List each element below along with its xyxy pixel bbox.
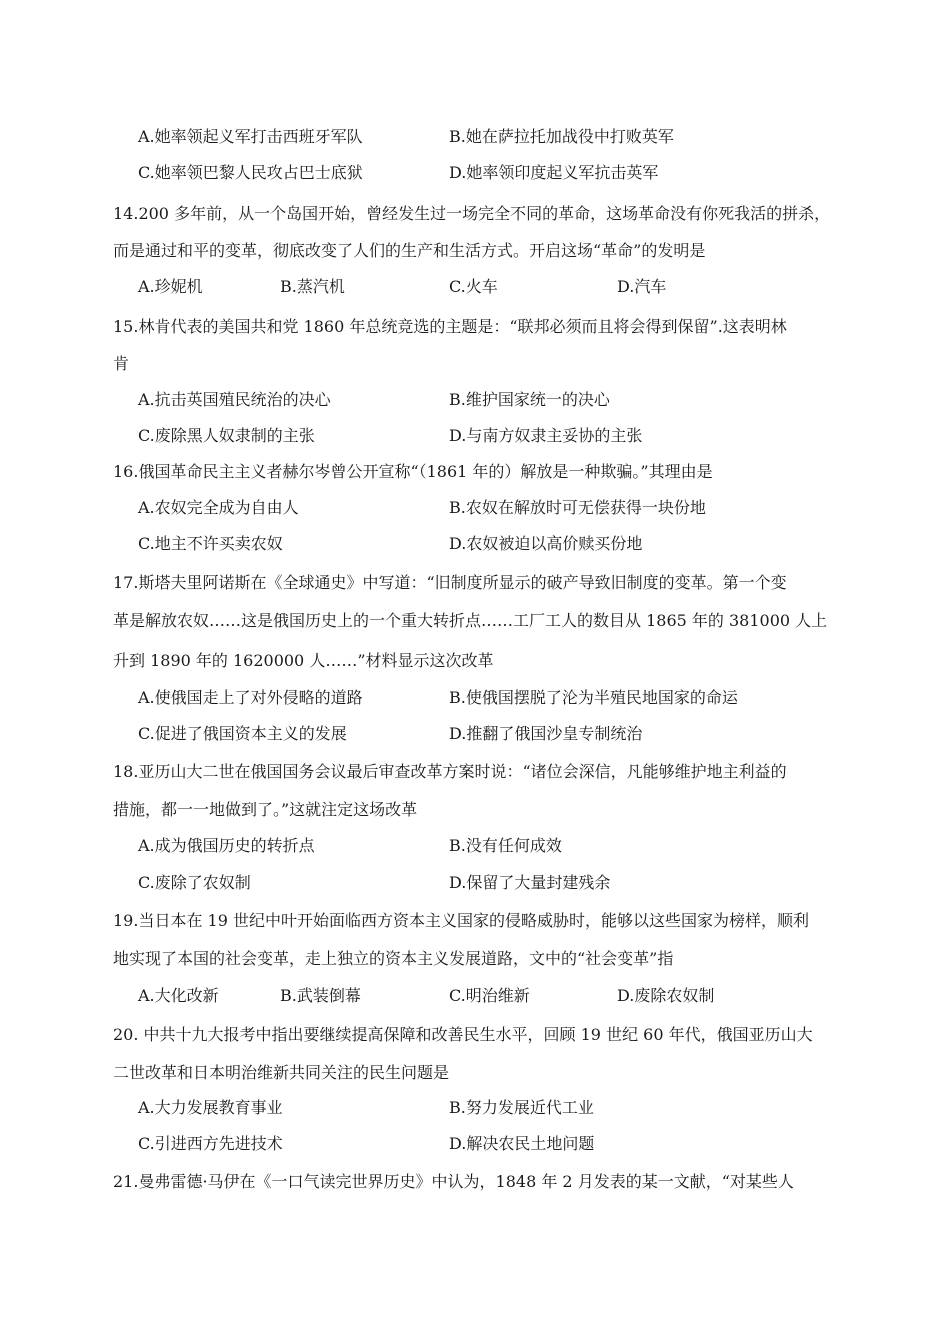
option-c: C.地主不许买卖农奴 bbox=[138, 534, 283, 553]
question-stem-line: 14.200 多年前，从一个岛国开始，曾经发生过一场完全不同的革命，这场革命没有你死我活的拼杀， bbox=[113, 204, 831, 223]
question-stem-line: 16.俄国革命民主主义者赫尔岑曾公开宣称“（1861 年的）解放是一种欺骗。”其理由是 bbox=[113, 462, 713, 481]
option-a: A.农奴完全成为自由人 bbox=[138, 498, 299, 517]
question-stem-line: 18.亚历山大二世在俄国国务会议最后审查改革方案时说：“诸位会深信，凡能够维护地主利益的 bbox=[113, 762, 787, 781]
option-d: D.农奴被迫以高价赎买份地 bbox=[449, 534, 643, 553]
option-b: B.没有任何成效 bbox=[449, 836, 562, 855]
question-stem-line: 19.当日本在 19 世纪中叶开始面临西方资本主义国家的侵略威胁时，能够以这些国家为榜样，顺利 bbox=[113, 911, 809, 930]
option-c: C.明治维新 bbox=[449, 986, 530, 1005]
option-d: D.推翻了俄国沙皇专制统治 bbox=[449, 724, 643, 743]
option-a: A.珍妮机 bbox=[138, 277, 203, 296]
option-b: B.努力发展近代工业 bbox=[449, 1098, 594, 1117]
option-d: D.汽车 bbox=[617, 277, 667, 296]
option-a: A.她率领起义军打击西班牙军队 bbox=[138, 127, 363, 146]
option-b: B.使俄国摆脱了沦为半殖民地国家的命运 bbox=[449, 688, 738, 707]
question-stem-line: 升到 1890 年的 1620000 人……”材料显示这次改革 bbox=[113, 651, 494, 670]
option-c: C.她率领巴黎人民攻占巴士底狱 bbox=[138, 163, 363, 182]
option-d: D.她率领印度起义军抗击英军 bbox=[449, 163, 659, 182]
option-c: C.引进西方先进技术 bbox=[138, 1134, 283, 1153]
option-c: C.废除了农奴制 bbox=[138, 873, 251, 892]
option-c: C.火车 bbox=[449, 277, 498, 296]
question-stem-line: 地实现了本国的社会变革，走上独立的资本主义发展道路，文中的“社会变革”指 bbox=[113, 949, 674, 968]
question-stem-line: 20. 中共十九大报考中指出要继续提高保障和改善民生水平，回顾 19 世纪 60 年代，俄国亚历山大 bbox=[113, 1025, 813, 1044]
question-stem-line: 15.林肯代表的美国共和党 1860 年总统竞选的主题是：“联邦必须而且将会得到保留”.这表明林 bbox=[113, 317, 787, 336]
option-b: B.她在萨拉托加战役中打败英军 bbox=[449, 127, 674, 146]
option-a: A.大化改新 bbox=[138, 986, 219, 1005]
option-c: C.促进了俄国资本主义的发展 bbox=[138, 724, 347, 743]
question-stem-line: 肯 bbox=[113, 354, 130, 373]
option-b: B.武装倒幕 bbox=[280, 986, 361, 1005]
option-a: A.使俄国走上了对外侵略的道路 bbox=[138, 688, 363, 707]
question-stem-line: 二世改革和日本明治维新共同关注的民生问题是 bbox=[113, 1063, 450, 1082]
question-stem-line: 而是通过和平的变革，彻底改变了人们的生产和生活方式。开启这场“革命”的发明是 bbox=[113, 241, 706, 260]
option-d: D.与南方奴隶主妥协的主张 bbox=[449, 426, 643, 445]
option-d: D.保留了大量封建残余 bbox=[449, 873, 611, 892]
option-c: C.废除黑人奴隶制的主张 bbox=[138, 426, 315, 445]
option-a: A.大力发展教育事业 bbox=[138, 1098, 283, 1117]
option-a: A.成为俄国历史的转折点 bbox=[138, 836, 315, 855]
option-d: D.解决农民土地问题 bbox=[449, 1134, 595, 1153]
option-d: D.废除农奴制 bbox=[617, 986, 715, 1005]
question-stem-line: 21.曼弗雷德·马伊在《一口气读完世界历史》中认为，1848 年 2 月发表的某一文献，“对某些人 bbox=[113, 1172, 794, 1191]
question-stem-line: 17.斯塔夫里阿诺斯在《全球通史》中写道：“旧制度所显示的破产导致旧制度的变革。第一个变 bbox=[113, 573, 787, 592]
option-b: B.农奴在解放时可无偿获得一块份地 bbox=[449, 498, 706, 517]
option-b: B.维护国家统一的决心 bbox=[449, 390, 610, 409]
question-stem-line: 革是解放农奴……这是俄国历史上的一个重大转折点……工厂工人的数目从 1865 年的 381000 人上 bbox=[113, 611, 828, 630]
question-stem-line: 措施，都一一地做到了。”这就注定这场改革 bbox=[113, 800, 418, 819]
option-b: B.蒸汽机 bbox=[280, 277, 345, 296]
option-a: A.抗击英国殖民统治的决心 bbox=[138, 390, 331, 409]
